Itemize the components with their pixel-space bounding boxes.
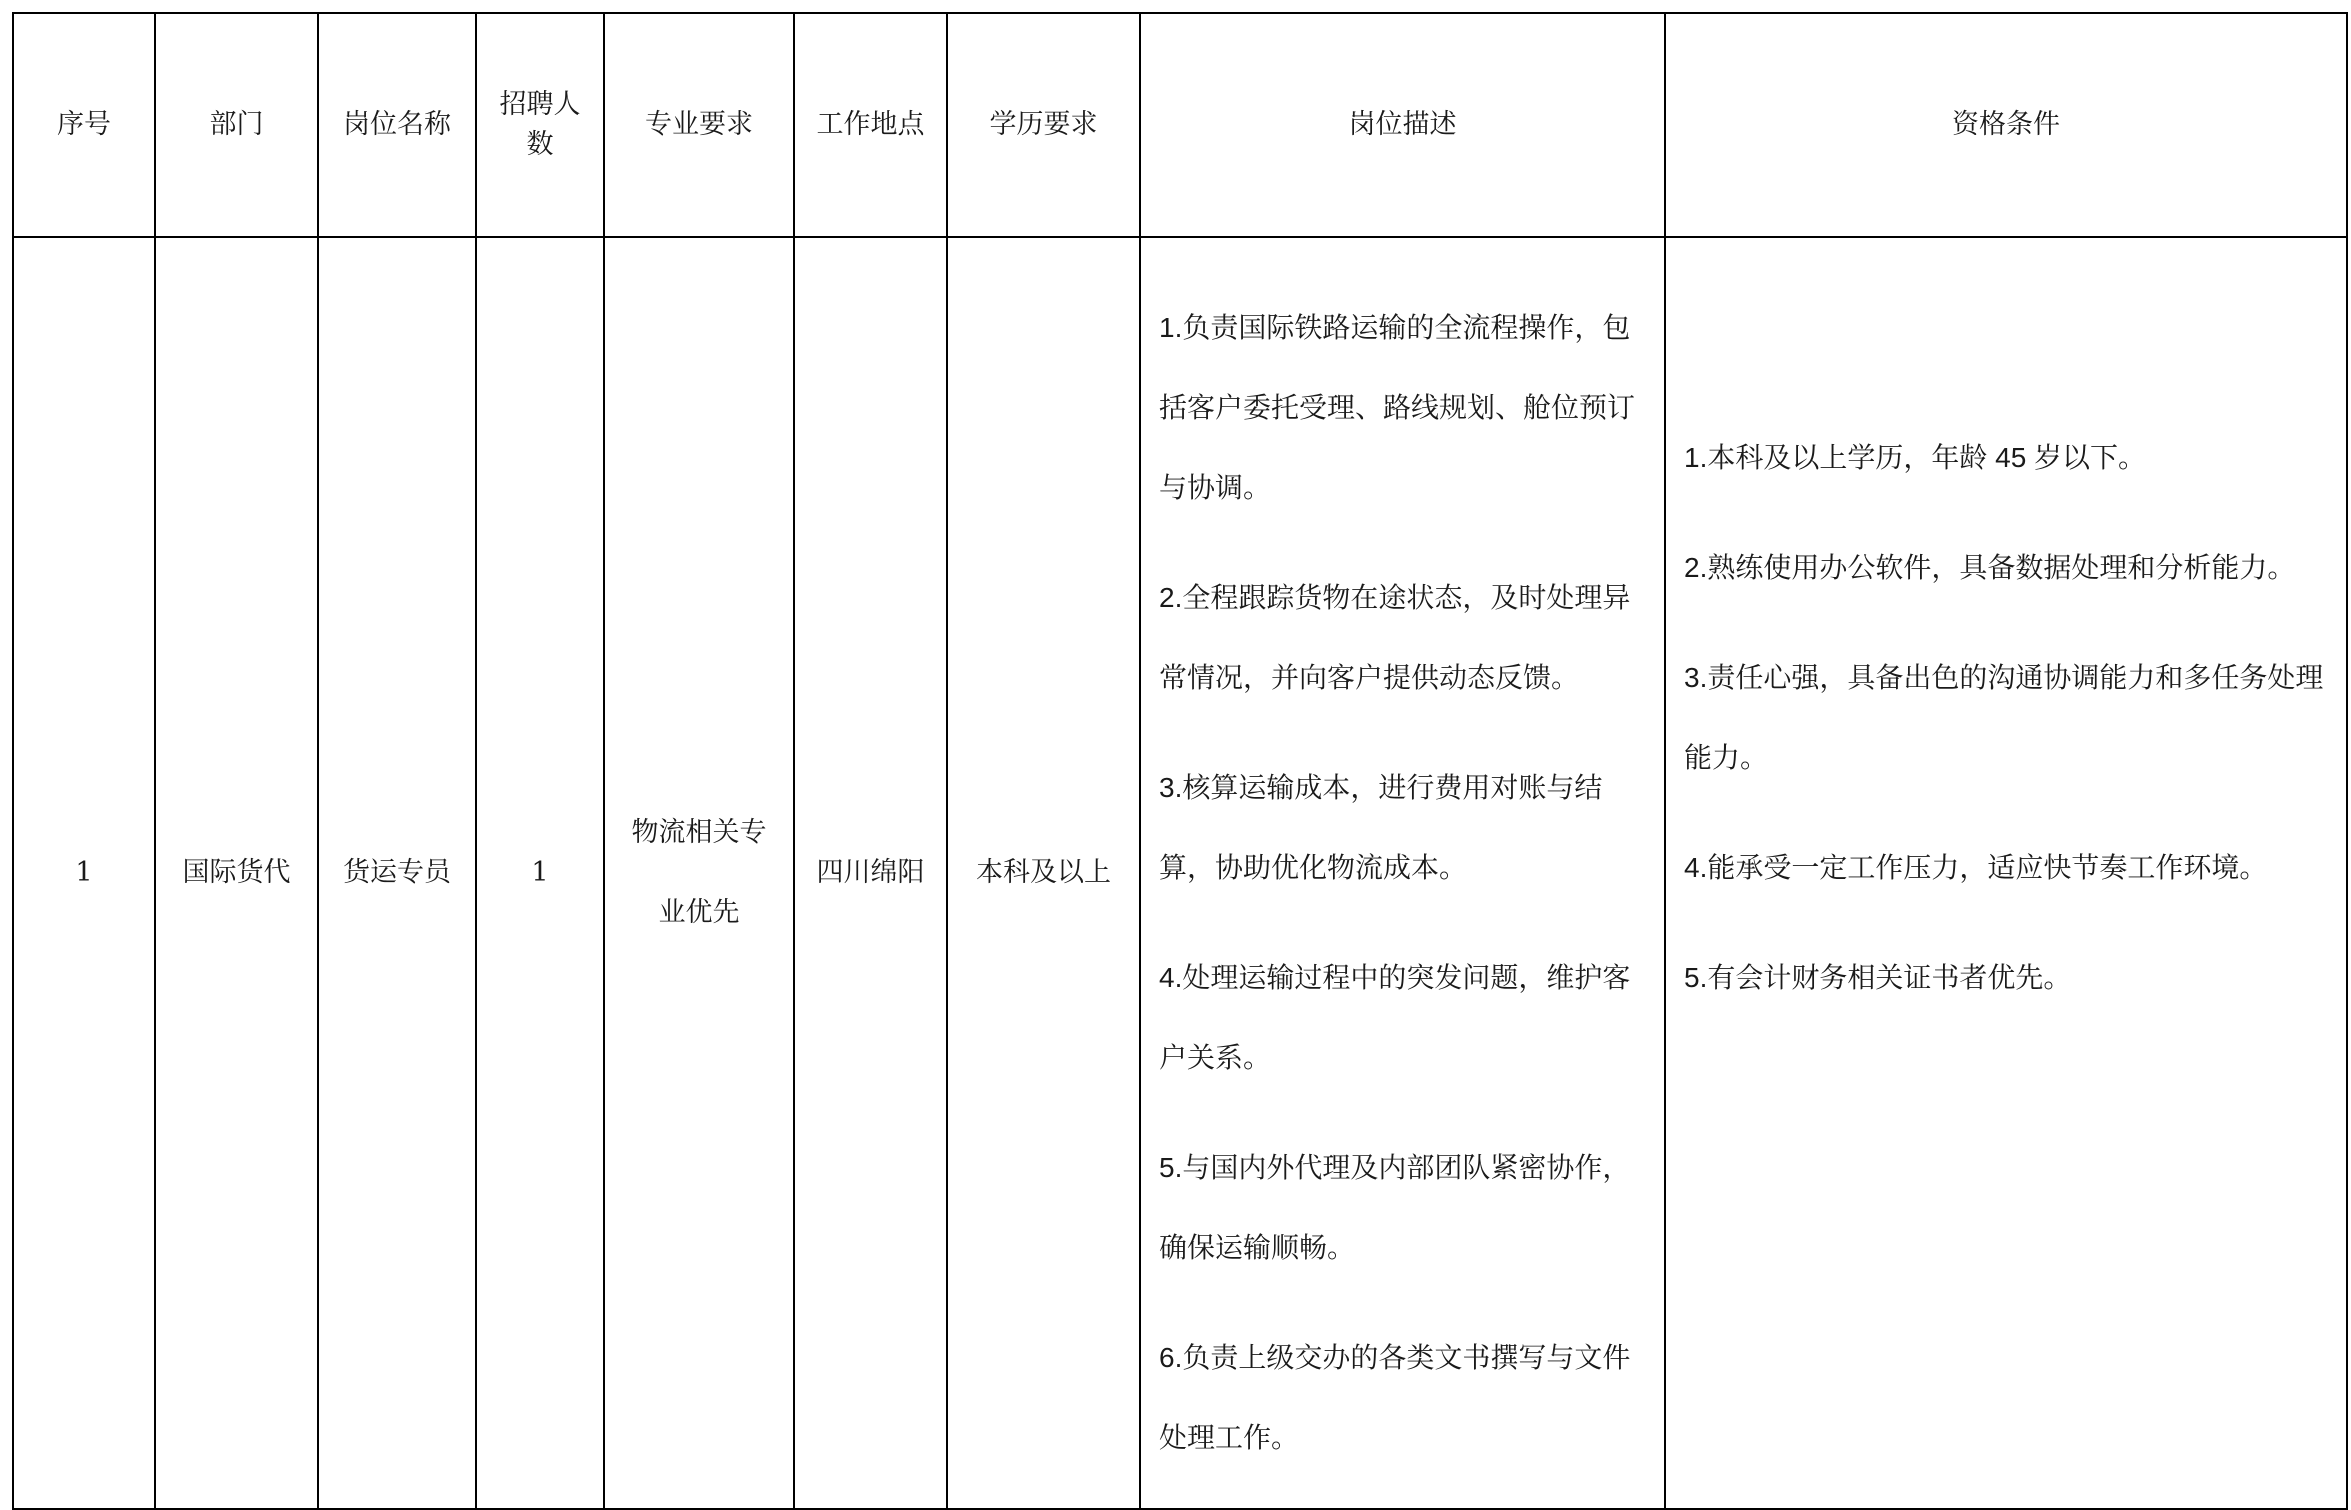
description-item: 5.与国内外代理及内部团队紧密协作，确保运输顺畅。 (1159, 1152, 1631, 1263)
cell-department: 国际货代 (155, 237, 318, 1509)
cell-education: 本科及以上 (947, 237, 1140, 1509)
cell-position: 货运专员 (318, 237, 476, 1509)
header-description: 岗位描述 (1140, 13, 1665, 237)
qualification-item: 5.有会计财务相关证书者优先。 (1684, 962, 2072, 993)
cell-location: 四川绵阳 (794, 237, 947, 1509)
description-item: 6.负责上级交办的各类文书撰写与文件处理工作。 (1159, 1342, 1631, 1453)
header-department: 部门 (155, 13, 318, 237)
header-qualifications: 资格条件 (1665, 13, 2347, 237)
cell-index: 1 (13, 237, 155, 1509)
description-list (1141, 238, 1664, 1478)
cell-headcount: 1 (476, 237, 604, 1509)
qualification-item: 1.本科及以上学历，年龄 45 岁以下。 (1684, 442, 2147, 473)
cell-qualifications (1665, 237, 2347, 1509)
qualification-item: 4.能承受一定工作压力，适应快节奏工作环境。 (1684, 852, 2268, 883)
cell-description (1140, 237, 1665, 1509)
description-item: 2.全程跟踪货物在途状态，及时处理异常情况，并向客户提供动态反馈。 (1159, 582, 1631, 693)
qualification-item: 2.熟练使用办公软件，具备数据处理和分析能力。 (1684, 552, 2296, 583)
description-item: 4.处理运输过程中的突发问题，维护客户关系。 (1159, 962, 1631, 1073)
header-headcount: 招聘人数 (476, 13, 604, 237)
table-header-row (13, 13, 2347, 237)
description-item: 3.核算运输成本，进行费用对账与结算，协助优化物流成本。 (1159, 772, 1603, 883)
cell-major: 物流相关专业优先 (604, 237, 794, 1509)
header-index: 序号 (13, 13, 155, 237)
header-position: 岗位名称 (318, 13, 476, 237)
header-education: 学历要求 (947, 13, 1140, 237)
table-row (13, 237, 2347, 1509)
header-major: 专业要求 (604, 13, 794, 237)
header-location: 工作地点 (794, 13, 947, 237)
qualifications-list (1666, 238, 2346, 1018)
description-item: 1.负责国际铁路运输的全流程操作，包括客户委托受理、路线规划、舱位预订与协调。 (1159, 312, 1636, 503)
qualification-item: 3.责任心强，具备出色的沟通协调能力和多任务处理能力。 (1684, 662, 2324, 773)
recruitment-table (12, 12, 2348, 1510)
